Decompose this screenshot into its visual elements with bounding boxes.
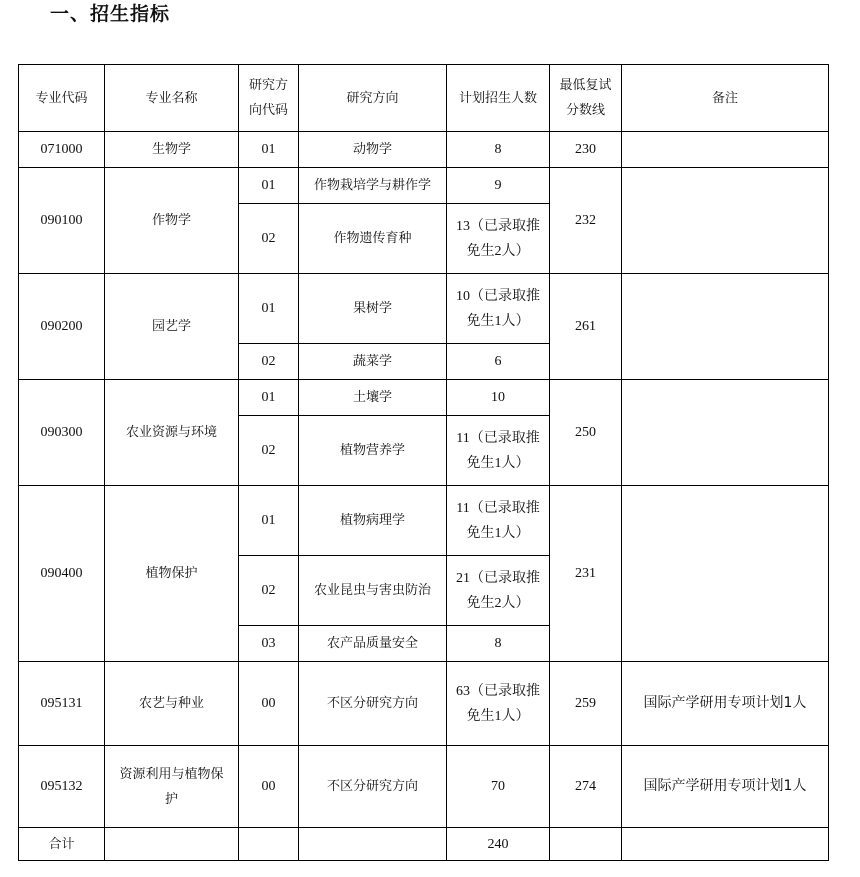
plan-count: 8 <box>447 626 550 662</box>
plan-count: 8 <box>447 132 550 168</box>
major-code: 090400 <box>19 486 105 662</box>
remark <box>622 380 829 486</box>
header-dir-code: 研究方向代码 <box>239 65 299 132</box>
major-code: 090200 <box>19 274 105 380</box>
table-header-row <box>19 65 829 132</box>
direction-code: 01 <box>239 168 299 204</box>
major-name: 作物学 <box>105 168 239 274</box>
direction-code: 02 <box>239 204 299 274</box>
direction-name: 果树学 <box>299 274 447 344</box>
direction-code: 02 <box>239 344 299 380</box>
major-name: 农业资源与环境 <box>105 380 239 486</box>
major-code: 090100 <box>19 168 105 274</box>
table-row <box>19 168 829 204</box>
section-heading: 一、招生指标 <box>50 3 171 25</box>
direction-name: 不区分研究方向 <box>299 662 447 746</box>
direction-name: 植物营养学 <box>299 416 447 486</box>
total-label: 合计 <box>19 828 105 861</box>
major-name: 园艺学 <box>105 274 239 380</box>
direction-code: 02 <box>239 556 299 626</box>
major-name: 生物学 <box>105 132 239 168</box>
plan-count: 70 <box>447 746 550 828</box>
plan-count: 11（已录取推免生1人） <box>447 416 550 486</box>
table-row <box>19 274 829 344</box>
major-code: 090300 <box>19 380 105 486</box>
remark <box>622 132 829 168</box>
min-score: 230 <box>550 132 622 168</box>
header-min-score: 最低复试分数线 <box>550 65 622 132</box>
min-score: 232 <box>550 168 622 274</box>
direction-name: 作物遗传育种 <box>299 204 447 274</box>
min-score: 250 <box>550 380 622 486</box>
remark <box>622 274 829 380</box>
direction-name: 蔬菜学 <box>299 344 447 380</box>
major-name: 植物保护 <box>105 486 239 662</box>
direction-name: 农业昆虫与害虫防治 <box>299 556 447 626</box>
major-code: 095131 <box>19 662 105 746</box>
min-score: 261 <box>550 274 622 380</box>
plan-count: 63（已录取推免生1人） <box>447 662 550 746</box>
direction-name: 农产品质量安全 <box>299 626 447 662</box>
empty-cell <box>239 828 299 861</box>
min-score: 231 <box>550 486 622 662</box>
direction-code: 00 <box>239 746 299 828</box>
plan-count: 21（已录取推免生2人） <box>447 556 550 626</box>
remark: 国际产学研用专项计划1人 <box>622 746 829 828</box>
table-row <box>19 486 829 556</box>
total-plan-count: 240 <box>447 828 550 861</box>
total-row <box>19 828 829 861</box>
plan-count: 13（已录取推免生2人） <box>447 204 550 274</box>
direction-code: 01 <box>239 380 299 416</box>
direction-code: 03 <box>239 626 299 662</box>
plan-count: 10 <box>447 380 550 416</box>
empty-cell <box>622 828 829 861</box>
direction-code: 01 <box>239 274 299 344</box>
plan-count: 9 <box>447 168 550 204</box>
empty-cell <box>299 828 447 861</box>
min-score: 274 <box>550 746 622 828</box>
table-row <box>19 380 829 416</box>
header-code: 专业代码 <box>19 65 105 132</box>
plan-count: 10（已录取推免生1人） <box>447 274 550 344</box>
direction-name: 土壤学 <box>299 380 447 416</box>
header-name: 专业名称 <box>105 65 239 132</box>
table-row <box>19 132 829 168</box>
empty-cell <box>105 828 239 861</box>
major-name: 农艺与种业 <box>105 662 239 746</box>
direction-name: 动物学 <box>299 132 447 168</box>
major-code: 095132 <box>19 746 105 828</box>
empty-cell <box>550 828 622 861</box>
table-row <box>19 746 829 828</box>
direction-name: 作物栽培学与耕作学 <box>299 168 447 204</box>
remark <box>622 486 829 662</box>
header-direction: 研究方向 <box>299 65 447 132</box>
enrollment-quota-table <box>18 64 829 861</box>
direction-code: 00 <box>239 662 299 746</box>
min-score: 259 <box>550 662 622 746</box>
header-remark: 备注 <box>622 65 829 132</box>
major-name: 资源利用与植物保护 <box>105 746 239 828</box>
direction-code: 01 <box>239 486 299 556</box>
direction-code: 02 <box>239 416 299 486</box>
plan-count: 6 <box>447 344 550 380</box>
remark: 国际产学研用专项计划1人 <box>622 662 829 746</box>
remark <box>622 168 829 274</box>
major-code: 071000 <box>19 132 105 168</box>
direction-code: 01 <box>239 132 299 168</box>
header-plan: 计划招生人数 <box>447 65 550 132</box>
direction-name: 植物病理学 <box>299 486 447 556</box>
plan-count: 11（已录取推免生1人） <box>447 486 550 556</box>
direction-name: 不区分研究方向 <box>299 746 447 828</box>
table-row <box>19 662 829 746</box>
